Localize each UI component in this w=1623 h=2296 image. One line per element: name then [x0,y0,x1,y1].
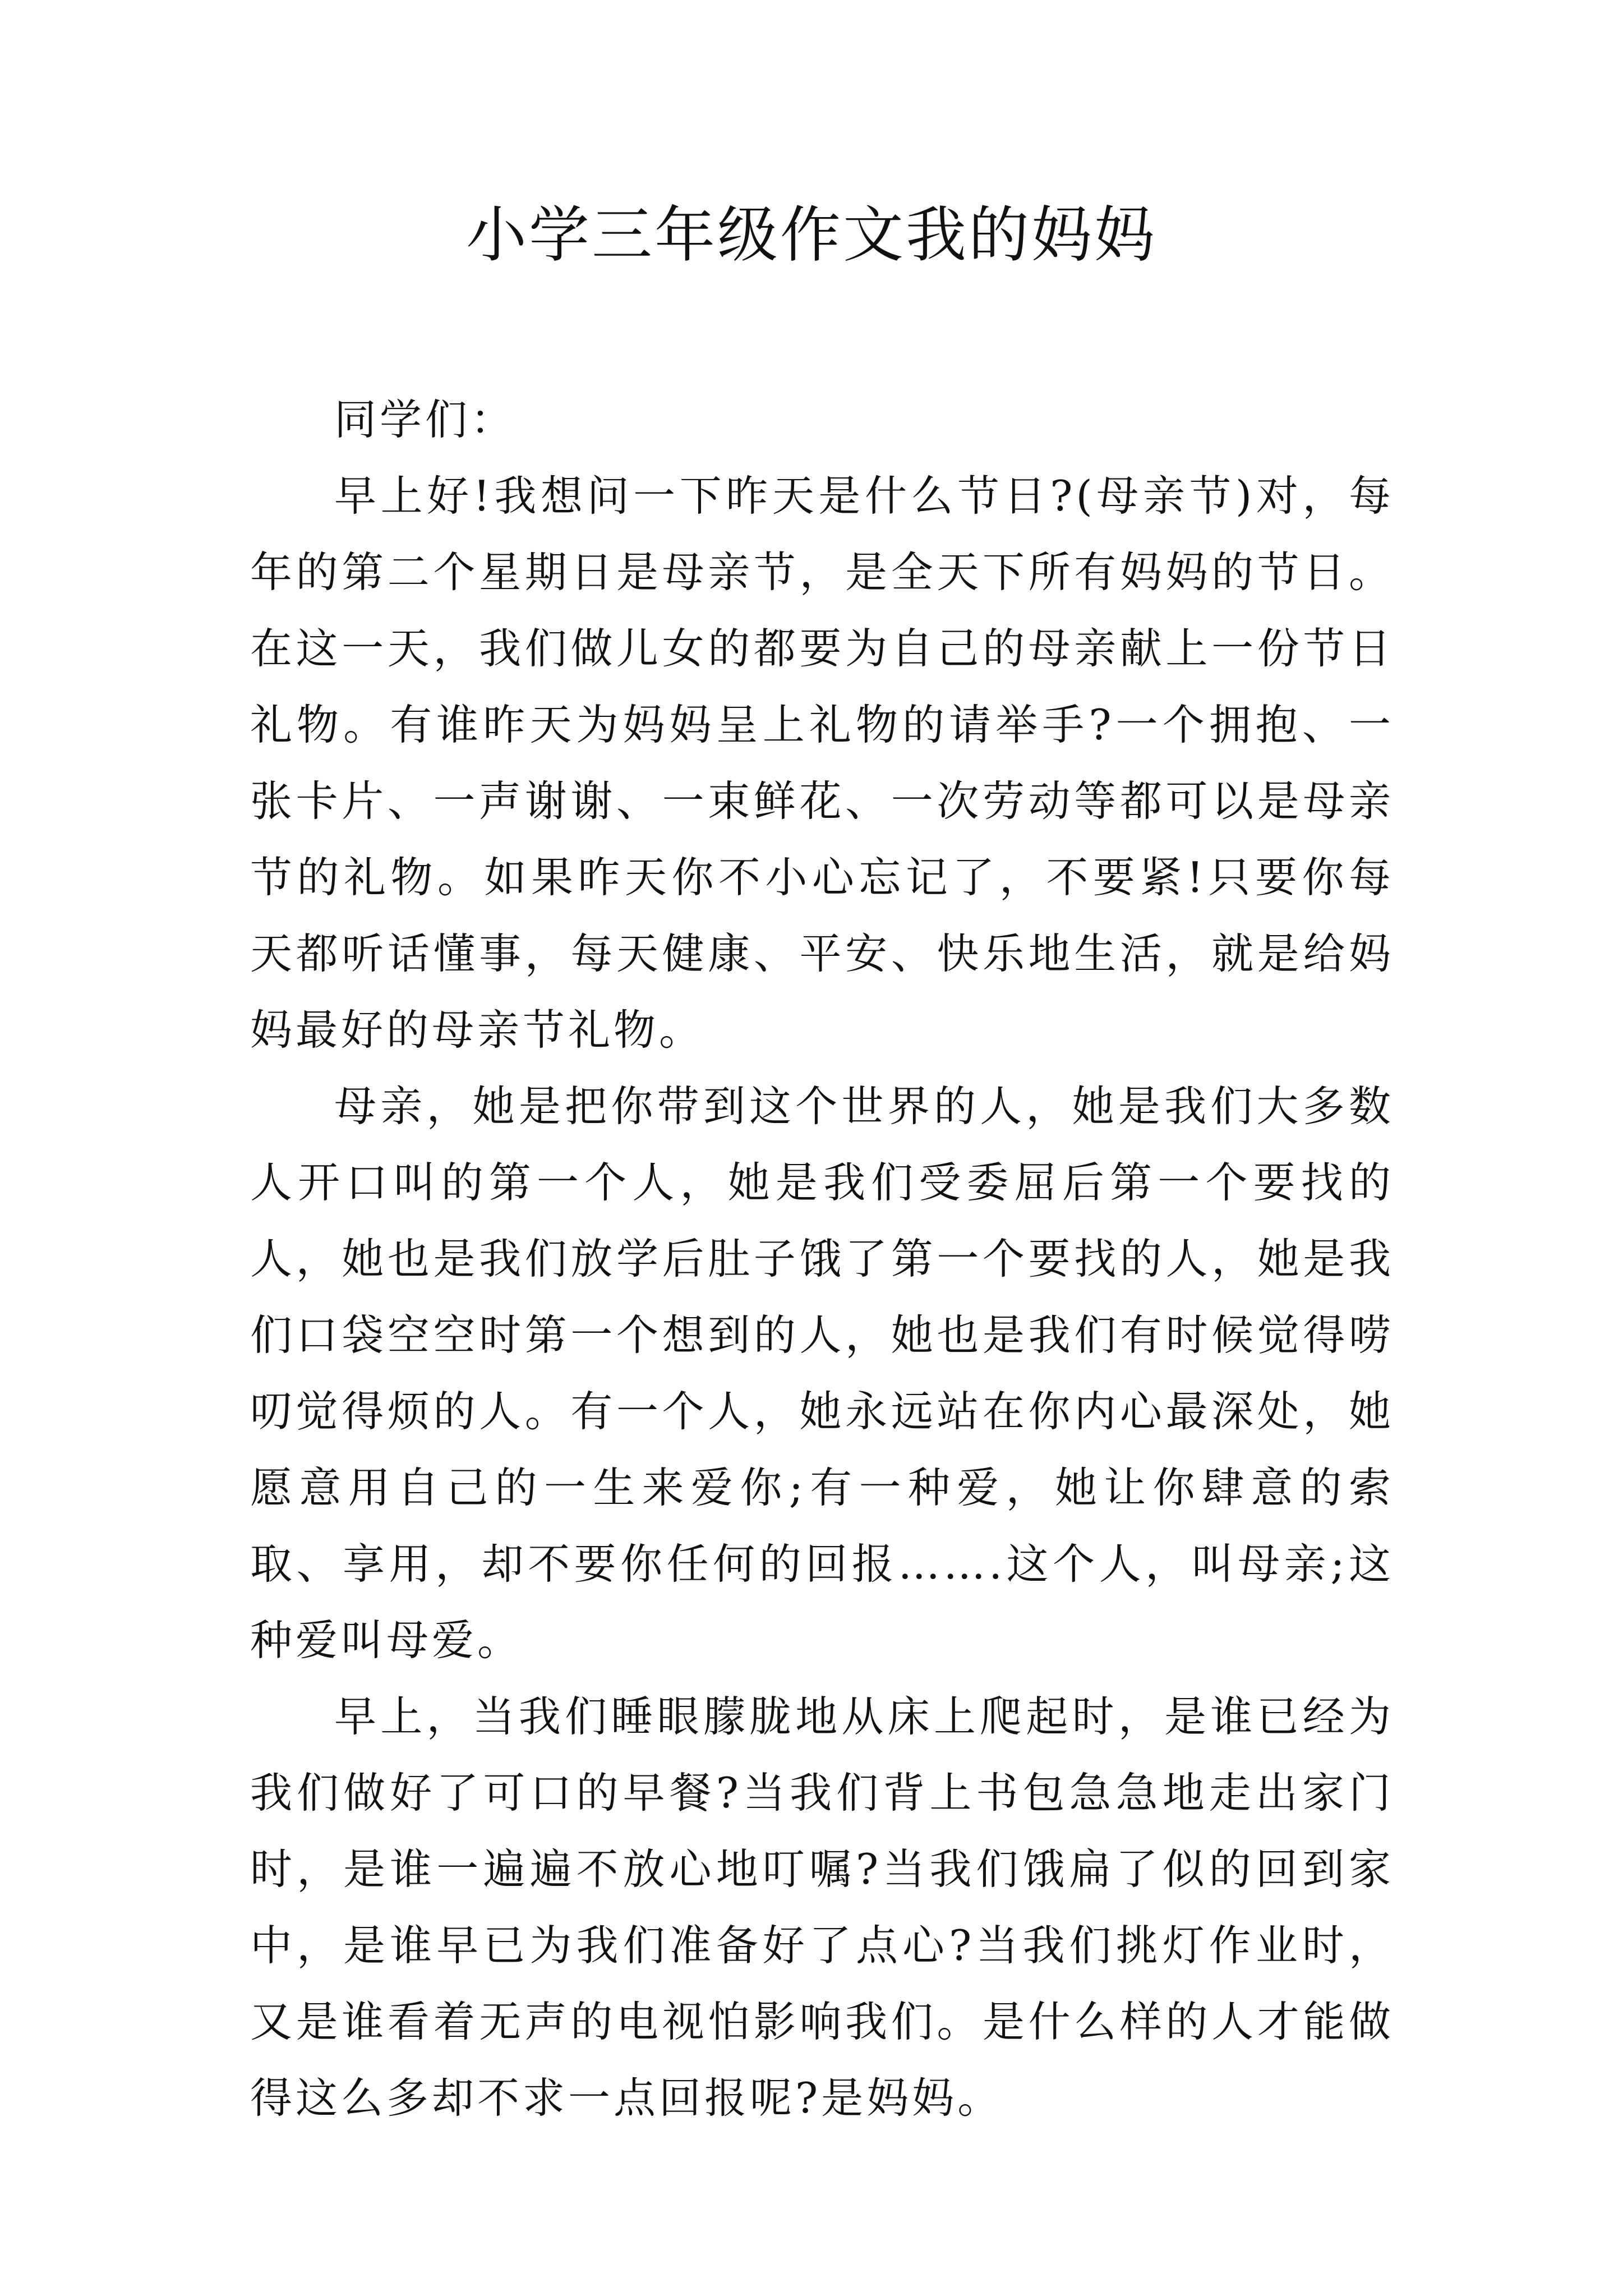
paragraph-3: 早上，当我们睡眼朦胧地从床上爬起时，是谁已经为我们做好了可口的早餐?当我们背上书包急急地走出家门时，是谁一遍遍不放心地叮嘱?当我们饿扁了似的回到家中，是谁早已为我们准备好了点心?当我们挑灯作业时，又是谁看着无声的电视怕影响我们。是什么样的人才能做得这么多却不求一点回报呢?是妈妈。 [250,1692,1394,2123]
paragraph-1: 早上好!我想问一下昨天是什么节日?(母亲节)对，每年的第二个星期日是母亲节，是全天下所有妈妈的节日。在这一天，我们做儿女的都要为自己的母亲献上一份节日礼物。有谁昨天为妈妈呈上礼物的请举手?一个拥抱、一张卡片、一声谢谢、一束鲜花、一次劳动等都可以是母亲节的礼物。如果昨天你不小心忘记了，不要紧!只要你每天都听话懂事，每天健康、平安、快乐地生活，就是给妈妈最好的母亲节礼物。 [250,471,1394,1055]
paragraph-2: 母亲，她是把你带到这个世界的人，她是我们大多数人开口叫的第一个人，她是我们受委屈后第一个要找的人，她也是我们放学后肚子饿了第一个要找的人，她是我们口袋空空时第一个想到的人，她也是我们有时候觉得唠叨觉得烦的人。有一个人，她永远站在你内心最深处，她愿意用自己的一生来爱你;有一种爱，她让你肆意的索取、享用，却不要你任何的回报…….这个人，叫母亲;这种爱叫母爱。 [250,1082,1394,1665]
salutation: 同学们： [334,395,517,444]
document-title: 小学三年级作文我的妈妈 [465,200,1157,270]
document-body [250,381,1394,2136]
